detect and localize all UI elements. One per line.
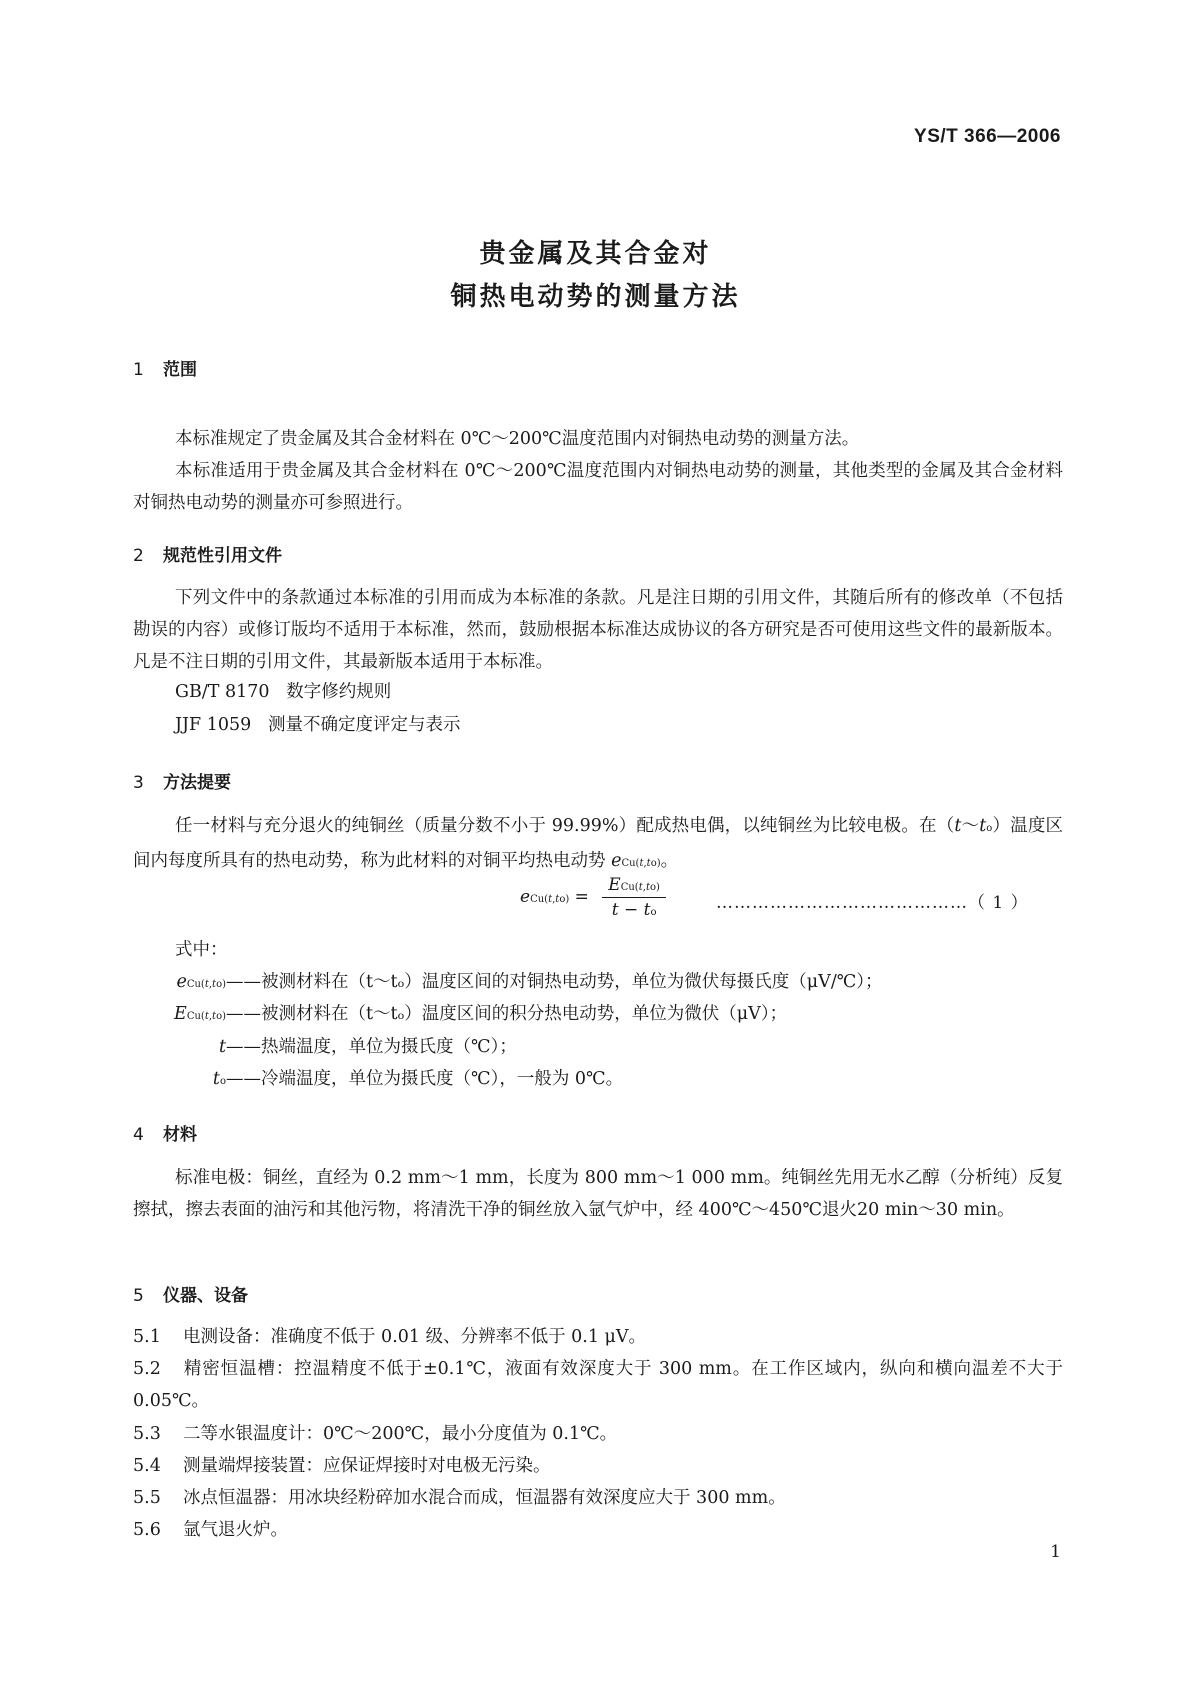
reference-title: 数字修约规则 [286, 682, 392, 702]
reference-code: JJF 1059 [175, 715, 252, 735]
section-title: 规范性引用文件 [163, 546, 282, 566]
item-5-2: 5.2 精密恒温槽：控温精度不低于±0.1℃，液面有效深度大于 300 mm。在工作区域内，纵向和横向温差不大于 0.05℃。 [133, 1359, 1063, 1411]
section-3-heading [133, 768, 231, 793]
item-5-3: 5.3 二等水银温度计：0℃～200℃，最小分度值为 0.1℃。 [133, 1424, 618, 1444]
section-title: 方法提要 [163, 773, 231, 793]
equation: eCu(t,to) = $\frac{\text{ECu(t,to)}}{t - to}$ [520, 875, 666, 920]
definition-E: ECu(t,to)——被测材料在（t～tₒ）温度区间的积分热电动势，单位为微伏（μV）； [174, 1004, 788, 1024]
section-4-heading [133, 1120, 197, 1145]
reference-code: GB/T 8170 [175, 682, 270, 702]
definition-e: eCu(t,to)——被测材料在（t～tₒ）温度区间的对铜热电动势，单位为微伏每摄氏度（μV/℃）； [176, 972, 883, 992]
section-title: 仪器、设备 [163, 1286, 248, 1306]
reference-2 [175, 709, 1105, 741]
s1-paragraph-2: 本标准适用于贵金属及其合金材料在 0℃～200℃温度范围内对铜热电动势的测量，其他类型的金属及其合金材料对铜热电动势的测量亦可参照进行。 [133, 461, 1063, 513]
item-5-4: 5.4 测量端焊接装置：应保证焊接时对电极无污染。 [133, 1456, 551, 1476]
section-number: 2 [133, 546, 144, 566]
section-number: 4 [133, 1125, 144, 1145]
definition-t: t——热端温度，单位为摄氏度（℃）； [218, 1037, 517, 1057]
page-number: 1 [1050, 1542, 1061, 1562]
equation-fraction: $\frac{\text{ECu(t,to)}}{t - to}$ [602, 875, 666, 920]
definition-t0: to——冷端温度，单位为摄氏度（℃），一般为 0℃。 [212, 1069, 624, 1089]
document-code: YS/T 366—2006 [914, 126, 1061, 147]
where-label: 式中： [175, 940, 228, 960]
item-5-1: 5.1 电测设备：准确度不低于 0.01 级、分辨率不低于 0.1 μV。 [133, 1327, 647, 1347]
section-number: 5 [133, 1286, 144, 1306]
s4-paragraph-1: 标准电极：铜丝，直经为 0.2 mm～1 mm，长度为 800 mm～1 000 mm。纯铜丝先用无水乙醇（分析纯）反复擦拭，擦去表面的油污和其他污物，将清洗干净的铜丝放入氩气炉中，经 400℃～450℃退火20 min～30 min。 [133, 1168, 1063, 1220]
equation-number: ……………………………………（ 1 ） [716, 893, 1029, 913]
reference-1 [175, 676, 1105, 708]
section-title: 范围 [163, 360, 197, 380]
s3-paragraph-1: 任一材料与充分退火的纯铜丝（质量分数不小于 99.99%）配成热电偶，以纯铜丝为比较电极。在（t～to）温度区间内每度所具有的热电动势，称为此材料的对铜平均热电动势 eCu(t,to)。 [133, 816, 1064, 871]
section-1-heading [133, 355, 197, 380]
title-line-2: 铜热电动势的测量方法 [450, 282, 741, 312]
section-5-heading [133, 1281, 248, 1306]
title-line-1: 贵金属及其合金对 [479, 239, 712, 269]
s2-paragraph-1: 下列文件中的条款通过本标准的引用而成为本标准的条款。凡是注日期的引用文件，其随后所有的修改单（不包括勘误的内容）或修订版均不适用于本标准，然而，鼓励根据本标准达成协议的各方研究是否可使用这些文件的最新版本。凡是不注日期的引用文件，其最新版本适用于本标准。 [133, 588, 1063, 672]
section-title: 材料 [163, 1125, 197, 1145]
section-2-heading [133, 541, 282, 566]
s1-paragraph-1: 本标准规定了贵金属及其合金材料在 0℃～200℃温度范围内对铜热电动势的测量方法。 [175, 429, 860, 449]
item-5-5: 5.5 冰点恒温器：用冰块经粉碎加水混合而成，恒温器有效深度应大于 300 mm。 [133, 1488, 786, 1508]
item-5-6: 5.6 氩气退火炉。 [133, 1520, 288, 1540]
reference-title: 测量不确定度评定与表示 [267, 715, 461, 735]
section-number: 3 [133, 773, 144, 793]
section-number: 1 [133, 360, 144, 380]
